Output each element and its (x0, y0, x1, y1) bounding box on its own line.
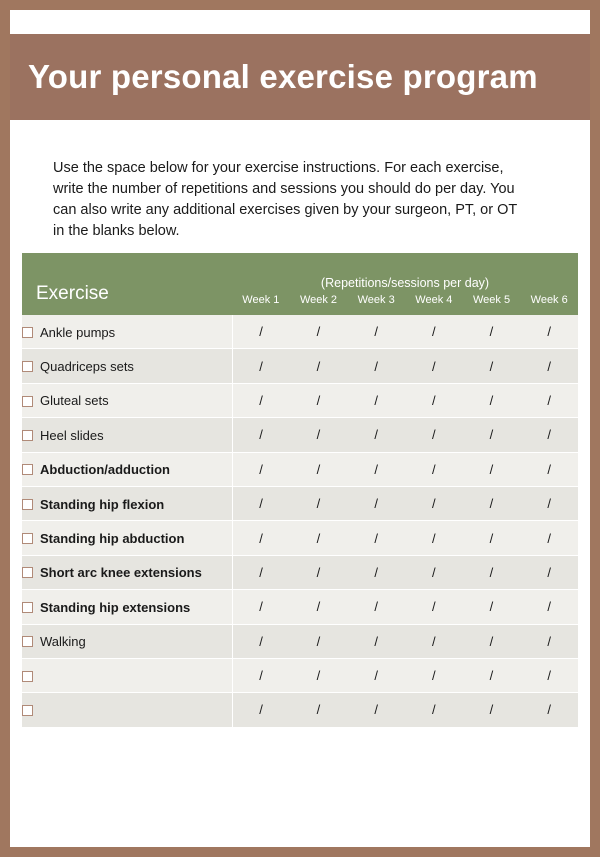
exercise-label: Walking (40, 634, 86, 650)
checkbox-icon[interactable] (22, 396, 33, 407)
week-entry-cell[interactable]: / (232, 590, 290, 624)
week-entry-cell[interactable]: / (232, 315, 290, 349)
week-entry-cell[interactable]: / (463, 452, 521, 486)
week-entry-cell[interactable]: / (347, 693, 405, 727)
exercise-label: Abduction/adduction (40, 462, 170, 478)
week-entry-cell[interactable]: / (290, 693, 348, 727)
week-entry-cell[interactable]: / (405, 452, 463, 486)
table-row (22, 590, 578, 624)
group-header-label: (Repetitions/sessions per day) (320, 276, 490, 290)
week-entry-cell[interactable]: / (347, 658, 405, 692)
week-entry-cell[interactable]: / (520, 555, 578, 589)
week-entry-cell[interactable]: / (290, 624, 348, 658)
week-entry-cell[interactable]: / (520, 315, 578, 349)
week-entry-cell[interactable]: / (405, 486, 463, 520)
week-entry-cell[interactable]: / (290, 590, 348, 624)
week-entry-cell[interactable]: / (520, 624, 578, 658)
checkbox-icon[interactable] (22, 499, 33, 510)
column-header-week-6: Week 6 (530, 294, 568, 306)
exercise-label: Short arc knee extensions (40, 565, 202, 581)
week-entry-cell[interactable]: / (290, 486, 348, 520)
week-entry-cell[interactable]: / (405, 315, 463, 349)
week-entry-cell[interactable]: / (405, 555, 463, 589)
exercise-label: Standing hip extensions (40, 599, 191, 615)
week-entry-cell[interactable]: / (463, 486, 521, 520)
week-entry-cell[interactable]: / (463, 521, 521, 555)
week-entry-cell[interactable]: / (290, 383, 348, 417)
week-entry-cell[interactable]: / (347, 590, 405, 624)
table-head (22, 253, 578, 315)
table-body (22, 315, 578, 727)
week-entry-cell[interactable]: / (520, 521, 578, 555)
checkbox-icon[interactable] (22, 636, 33, 647)
week-entry-cell[interactable]: / (232, 693, 290, 727)
exercise-name-cell (22, 418, 232, 452)
exercise-label: Gluteal sets (40, 393, 109, 409)
week-entry-cell[interactable]: / (347, 555, 405, 589)
week-entry-cell[interactable]: / (232, 349, 290, 383)
week-entry-cell[interactable]: / (405, 521, 463, 555)
week-entry-cell[interactable]: / (463, 315, 521, 349)
column-header-exercise: Exercise (22, 253, 232, 315)
week-entry-cell[interactable]: / (232, 521, 290, 555)
week-entry-cell[interactable]: / (405, 349, 463, 383)
week-entry-cell[interactable]: / (347, 486, 405, 520)
week-entry-cell[interactable]: / (290, 315, 348, 349)
exercise-label: Standing hip flexion (40, 496, 165, 512)
checkbox-icon[interactable] (22, 671, 33, 682)
exercise-name-cell (22, 590, 232, 624)
week-entry-cell[interactable]: / (290, 658, 348, 692)
exercise-name-cell (22, 349, 232, 383)
week-entry-cell[interactable]: / (463, 349, 521, 383)
week-entry-cell[interactable]: / (463, 693, 521, 727)
table-row (22, 486, 578, 520)
week-entry-cell[interactable]: / (347, 418, 405, 452)
week-entry-cell[interactable]: / (520, 693, 578, 727)
week-entry-cell[interactable]: / (463, 624, 521, 658)
week-entry-cell[interactable]: / (290, 418, 348, 452)
table-row (22, 555, 578, 589)
checkbox-icon[interactable] (22, 705, 33, 716)
week-entry-cell[interactable]: / (290, 452, 348, 486)
exercise-name-cell (22, 452, 232, 486)
table-row (22, 521, 578, 555)
week-entry-cell[interactable]: / (232, 383, 290, 417)
week-entry-cell[interactable]: / (405, 383, 463, 417)
week-entry-cell[interactable]: / (463, 383, 521, 417)
column-header-group (232, 253, 578, 315)
week-header-row (232, 294, 578, 315)
exercise-name-cell (22, 555, 232, 589)
week-entry-cell[interactable]: / (520, 452, 578, 486)
week-entry-cell[interactable]: / (520, 658, 578, 692)
checkbox-icon[interactable] (22, 464, 33, 475)
checkbox-icon[interactable] (22, 430, 33, 441)
exercise-name-cell (22, 486, 232, 520)
week-entry-cell[interactable]: / (347, 452, 405, 486)
exercise-name-cell (22, 693, 232, 727)
week-entry-cell[interactable]: / (347, 624, 405, 658)
week-entry-cell[interactable]: / (463, 418, 521, 452)
checkbox-icon[interactable] (22, 361, 33, 372)
week-entry-cell[interactable]: / (290, 555, 348, 589)
week-entry-cell[interactable]: / (347, 349, 405, 383)
week-entry-cell[interactable]: / (405, 693, 463, 727)
week-entry-cell[interactable]: / (232, 555, 290, 589)
week-entry-cell[interactable]: / (405, 658, 463, 692)
exercise-name-cell (22, 658, 232, 692)
week-entry-cell[interactable]: / (405, 624, 463, 658)
checkbox-icon[interactable] (22, 327, 33, 338)
week-entry-cell[interactable]: / (463, 555, 521, 589)
checkbox-icon[interactable] (22, 602, 33, 613)
week-entry-cell[interactable]: / (232, 452, 290, 486)
table-row (22, 452, 578, 486)
week-entry-cell[interactable]: / (290, 349, 348, 383)
exercise-table (22, 253, 578, 728)
week-entry-cell[interactable]: / (463, 590, 521, 624)
exercise-name-cell (22, 624, 232, 658)
week-entry-cell[interactable]: / (463, 658, 521, 692)
exercise-name-cell (22, 383, 232, 417)
week-entry-cell[interactable]: / (405, 590, 463, 624)
checkbox-icon[interactable] (22, 533, 33, 544)
week-entry-cell[interactable]: / (232, 486, 290, 520)
exercise-label: Quadriceps sets (40, 359, 134, 375)
exercise-name-cell (22, 521, 232, 555)
week-entry-cell[interactable]: / (232, 418, 290, 452)
week-entry-cell[interactable]: / (520, 590, 578, 624)
checkbox-icon[interactable] (22, 567, 33, 578)
week-entry-cell[interactable]: / (232, 658, 290, 692)
exercise-label: Heel slides (40, 427, 104, 443)
intro-paragraph: Use the space below for your exercise instructions. For each exercise, write the number of repetitions and sessions you should do per day. You can also write any additional exercises given by your surgeon, PT, or OT in the blanks below. (53, 160, 517, 240)
table-row (22, 383, 578, 417)
table-row (22, 349, 578, 383)
week-entry-cell[interactable]: / (347, 521, 405, 555)
column-header-week-4: Week 4 (415, 294, 453, 306)
column-header-week-2: Week 2 (299, 294, 338, 306)
week-entry-cell[interactable]: / (347, 383, 405, 417)
exercise-label: Ankle pumps (40, 324, 116, 340)
table-row (22, 418, 578, 452)
column-header-week-3: Week 3 (357, 294, 395, 306)
page-header-band (10, 34, 590, 120)
exercise-name-cell (22, 315, 232, 349)
week-entry-cell[interactable]: / (520, 418, 578, 452)
week-entry-cell[interactable]: / (232, 624, 290, 658)
exercise-label: Standing hip abduction (40, 531, 185, 547)
table-row (22, 315, 578, 349)
table-row (22, 658, 578, 692)
column-header-week-1: Week 1 (242, 294, 280, 306)
exercise-table-container (22, 253, 578, 728)
week-entry-cell[interactable]: / (520, 486, 578, 520)
table-row (22, 624, 578, 658)
table-row (22, 693, 578, 727)
week-entry-cell[interactable]: / (520, 349, 578, 383)
week-entry-cell[interactable]: / (347, 315, 405, 349)
week-entry-cell[interactable]: / (405, 418, 463, 452)
table-header-row (22, 253, 578, 315)
column-header-week-5: Week 5 (472, 294, 511, 306)
week-entry-cell[interactable]: / (290, 521, 348, 555)
page-title: Your personal exercise program (28, 57, 538, 95)
week-entry-cell[interactable]: / (520, 383, 578, 417)
